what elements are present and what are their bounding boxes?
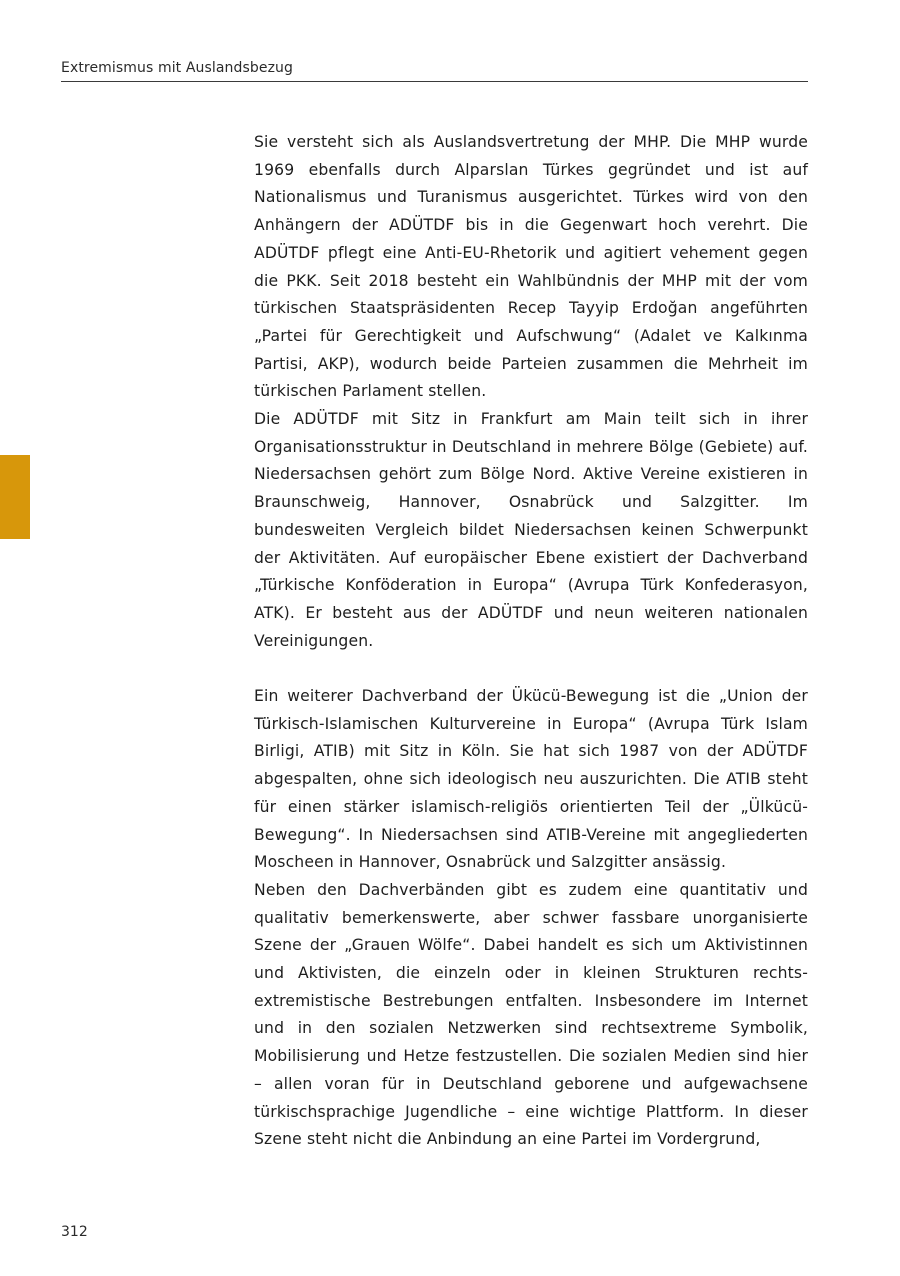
paragraph-mhp: Sie versteht sich als Auslandsvertretung der MHP. Die MHP wurde 1969 ebenfalls durch Alparslan Türkes gegründet und ist auf Nationalismus und Turanismus ausgerichtet. Türkes wird von den Anhängern der ADÜTDF bis in die Gegenwart hoch verehrt. Die ADÜTDF pflegt eine Anti-EU-Rhetorik und agitiert vehement gegen die PKK. Seit 2018 besteht ein Wahlbündnis der MHP mit der vom türkischen Staatspräsidenten Recep Tayyip Erdoğan angeführten „Partei für Gerechtigkeit und Aufschwung“ (Adalet ve Kalkınma Partisi, AKP), wodurch beide Parteien zusammen die Mehrheit im türkischen Parlament stellen. [254,133,808,401]
paragraph-aduetdf-structure: Die ADÜTDF mit Sitz in Frankfurt am Main teilt sich in ihrer Organisationsstruktur in Deutschland in mehrere Bölge (Gebiete) auf. Niedersachsen gehört zum Bölge Nord. Aktive Vereine existieren in Braunschweig, Hannover, Osnabrück und Salzgitter. Im bundesweiten Vergleich bildet Niedersachsen keinen Schwerpunkt der Aktivitäten. Auf europäischer Ebene existiert der Dachverband „Türkische Konföderation in Europa“ (Avrupa Türk Konfederasyon, ATK). Er besteht aus der ADÜTDF und neun weiteren nationalen Vereinigungen. [254,410,808,650]
running-header-title: Extremismus mit Auslandsbezug [61,60,293,76]
page-number: 312 [61,1224,88,1240]
chapter-side-tab [0,455,30,539]
header-rule [61,81,808,82]
paragraph-unorganized-scene: Neben den Dachverbänden gibt es zudem eine quantitativ und qualitativ bemerkenswerte, aber schwer fassbare unorganisierte Szene der „Grauen Wölfe“. Dabei handelt es sich um Aktivistinnen und Aktivisten, die einzeln oder in kleinen Strukturen rechts-extremistische Bestrebungen entfalten. Insbesondere im Internet und in den sozialen Netzwerken sind rechtsextreme Symbolik, Mobilisierung und Hetze festzustellen. Die sozialen Medien sind hier – allen voran für in Deutschland geborene und aufgewachsene türkischsprachige Jugendliche – eine wichtige Plattform. In dieser Szene steht nicht die Anbindung an eine Partei im Vordergrund, [254,880,808,1149]
paragraph-atib: Ein weiterer Dachverband der Ükücü-Bewegung ist die „Union der Türkisch-Islamischen Kulturvereine in Europa“ (Avrupa Türk Islam Birligi, ATIB) mit Sitz in Köln. Sie hat sich 1987 von der ADÜTDF abgespalten, ohne sich ideologisch neu auszurichten. Die ATIB steht für einen stärker islamisch-religiös orientierten Teil der „Ülkücü-Bewegung“. In Niedersachsen sind ATIB-Vereine mit angegliederten Moscheen in Hannover, Osnabrück und Salzgitter ansässig. [254,687,808,872]
body-text [254,129,808,1154]
